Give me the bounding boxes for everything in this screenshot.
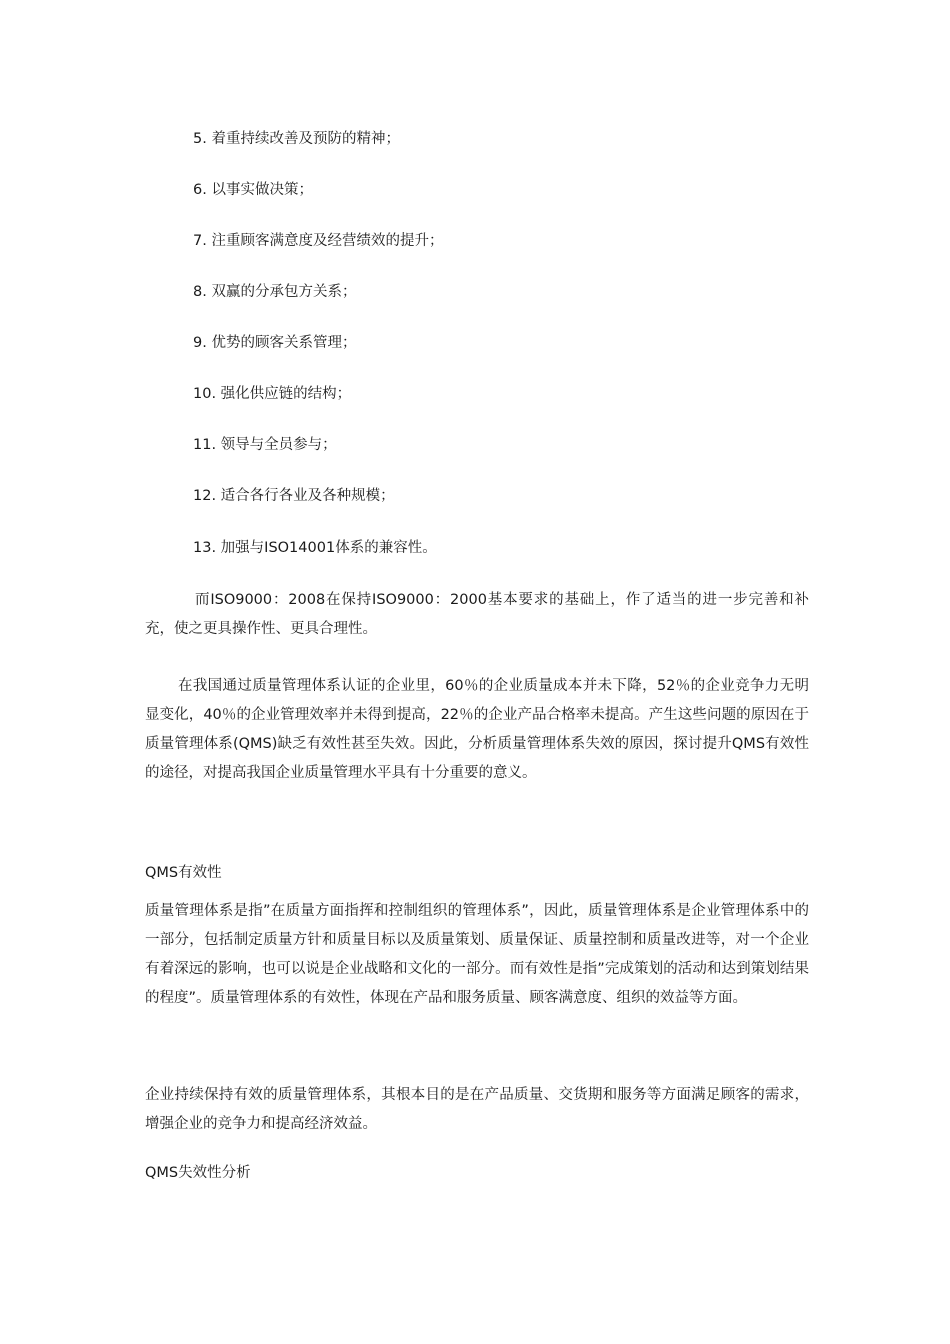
list-item: 13. 加强与ISO14001体系的兼容性。 xyxy=(193,540,437,556)
heading-qms-effectiveness: QMS有效性 xyxy=(145,865,222,881)
heading-qms-failure-analysis: QMS失效性分析 xyxy=(145,1165,251,1181)
list-item: 5. 着重持续改善及预防的精神； xyxy=(193,131,400,147)
list-item: 7. 注重顾客满意度及经营绩效的提升； xyxy=(193,233,444,249)
list-item: 6. 以事实做决策； xyxy=(193,182,313,198)
list-item: 11. 领导与全员参与； xyxy=(193,437,337,453)
list-item: 8. 双赢的分承包方关系； xyxy=(193,284,357,300)
list-item: 10. 强化供应链的结构； xyxy=(193,386,352,402)
list-item: 12. 适合各行各业及各种规模； xyxy=(193,488,395,504)
paragraph-china-stats: 在我国通过质量管理体系认证的企业里，60％的企业质量成本并未下降，52％的企业竞争力无明显变化，40％的企业管理效率并未得到提高，22％的企业产品合格率未提高。产生这些问题的原因在于质量管理体系(QMS)缺乏有效性甚至失效。因此，分析质量管理体系失效的原因，探讨提升QMS有效性的途径，对提高我国企业质量管理水平具有十分重要的意义。 xyxy=(145,678,809,781)
paragraph-qms-purpose: 企业持续保持有效的质量管理体系，其根本目的是在产品质量、交货期和服务等方面满足顾客的需求，增强企业的竞争力和提高经济效益。 xyxy=(145,1087,809,1132)
list-item: 9. 优势的顾客关系管理； xyxy=(193,335,357,351)
paragraph-iso2008: 而ISO9000：2008在保持ISO9000：2000基本要求的基础上，作了适当的进一步完善和补充，使之更具操作性、更具合理性。 xyxy=(145,592,809,637)
paragraph-qms-definition: 质量管理体系是指”在质量方面指挥和控制组织的管理体系”，因此，质量管理体系是企业管理体系中的一部分，包括制定质量方针和质量目标以及质量策划、质量保证、质量控制和质量改进等，对一个企业有着深远的影响，也可以说是企业战略和文化的一部分。而有效性是指”完成策划的活动和达到策划结果的程度”。质量管理体系的有效性，体现在产品和服务质量、顾客满意度、组织的效益等方面。 xyxy=(145,903,809,1006)
